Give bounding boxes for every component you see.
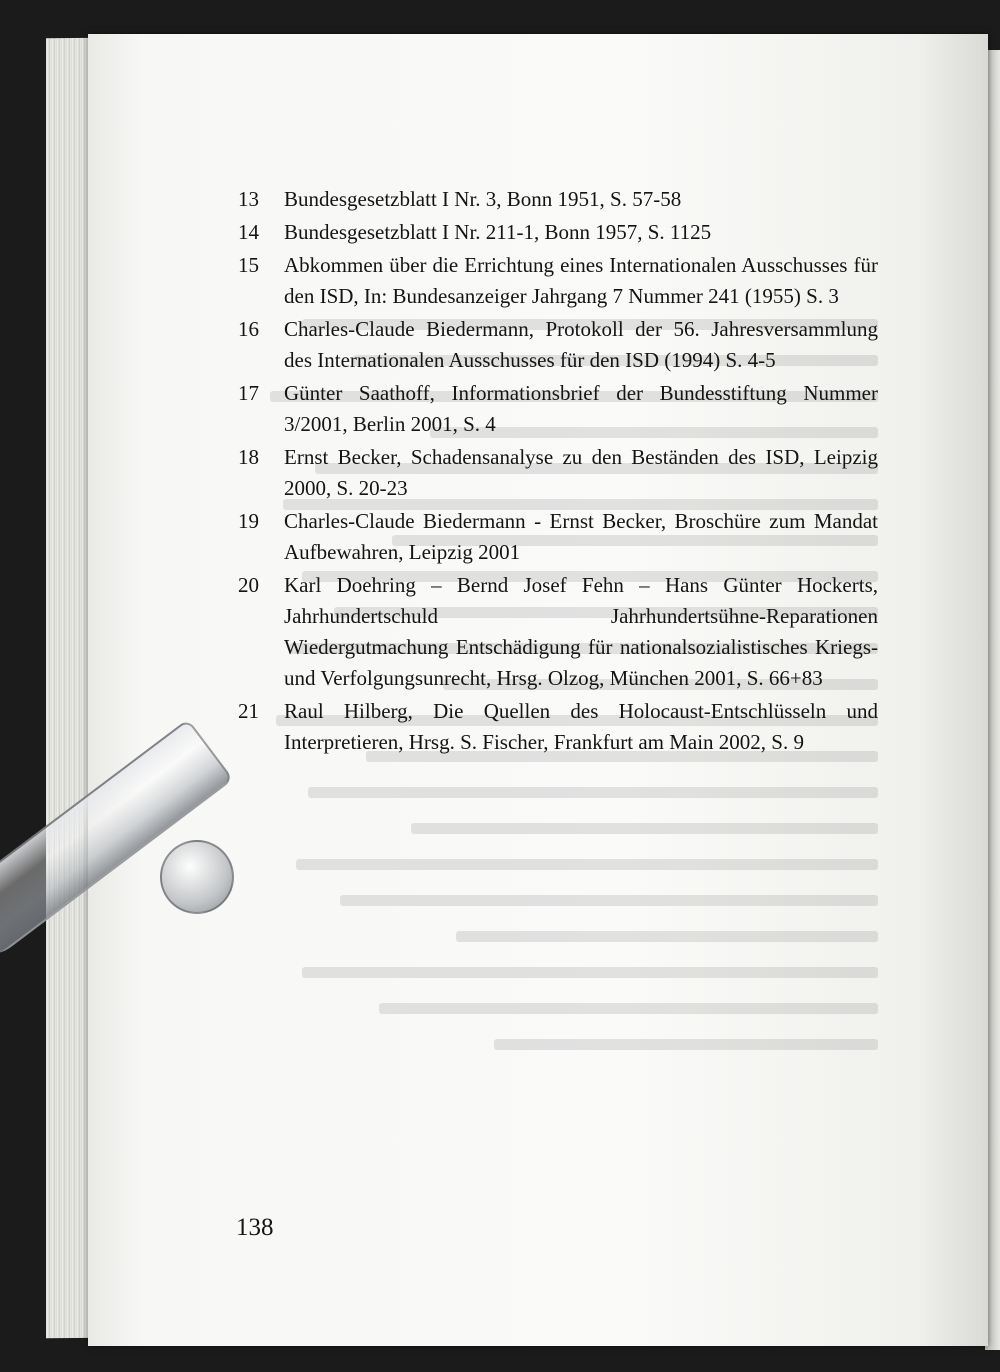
footnote-number: 16	[238, 317, 259, 341]
footnote-15	[238, 250, 878, 312]
footnote-18	[238, 442, 878, 504]
page-number: 138	[236, 1214, 274, 1241]
footnote-number: 19	[238, 509, 259, 533]
footnote-number: 18	[238, 445, 259, 469]
footnote-text: Karl Doehring – Bernd Josef Fehn – Hans Günter Hockerts, Jahrhundertschuld Jahrhundertsühne-Reparationen Wiedergutmachung Entschädigung für nationalsozialistisches Kriegs- und Verfolgungsunrecht, Hrsg. Olzog, München 2001, S. 66+83	[284, 573, 878, 690]
footnote-21	[238, 696, 878, 758]
footnote-17	[238, 378, 878, 440]
footnote-number: 20	[238, 573, 259, 597]
footnote-text: Bundesgesetzblatt I Nr. 211-1, Bonn 1957, S. 1125	[284, 220, 712, 244]
footnote-text: Raul Hilberg, Die Quellen des Holocaust-Entschlüsseln und Interpretieren, Hrsg. S. Fischer, Frankfurt am Main 2002, S. 9	[284, 699, 878, 754]
footnote-16	[238, 314, 878, 376]
footnote-text: Charles-Claude Biedermann, Protokoll der 56. Jahresversammlung des Internationalen Ausschusses für den ISD (1994) S. 4-5	[284, 317, 878, 372]
footnote-number: 13	[238, 187, 259, 211]
footnote-text: Charles-Claude Biedermann - Ernst Becker, Broschüre zum Mandat Aufbewahren, Leipzig 2001	[284, 509, 878, 564]
footnote-13	[238, 184, 878, 215]
footnote-text: Abkommen über die Errichtung eines Internationalen Ausschusses für den ISD, In: Bundesanzeiger Jahrgang 7 Nummer 241 (1955) S. 3	[284, 253, 878, 308]
glass-page-weight-tip	[160, 840, 234, 914]
footnote-number: 14	[238, 220, 259, 244]
footnote-20	[238, 570, 878, 694]
footnote-number: 15	[238, 253, 259, 277]
footnote-text: Bundesgesetzblatt I Nr. 3, Bonn 1951, S. 57-58	[284, 187, 682, 211]
footnote-text: Ernst Becker, Schadensanalyse zu den Beständen des ISD, Leipzig 2000, S. 20-23	[284, 445, 878, 500]
footnote-number: 17	[238, 381, 259, 405]
footnote-19	[238, 506, 878, 568]
footnote-number: 21	[238, 699, 259, 723]
footnote-14	[238, 217, 878, 248]
footnote-list	[238, 184, 878, 760]
footnote-text: Günter Saathoff, Informationsbrief der Bundesstiftung Nummer 3/2001, Berlin 2001, S. 4	[284, 381, 878, 436]
book-page	[88, 34, 988, 1346]
